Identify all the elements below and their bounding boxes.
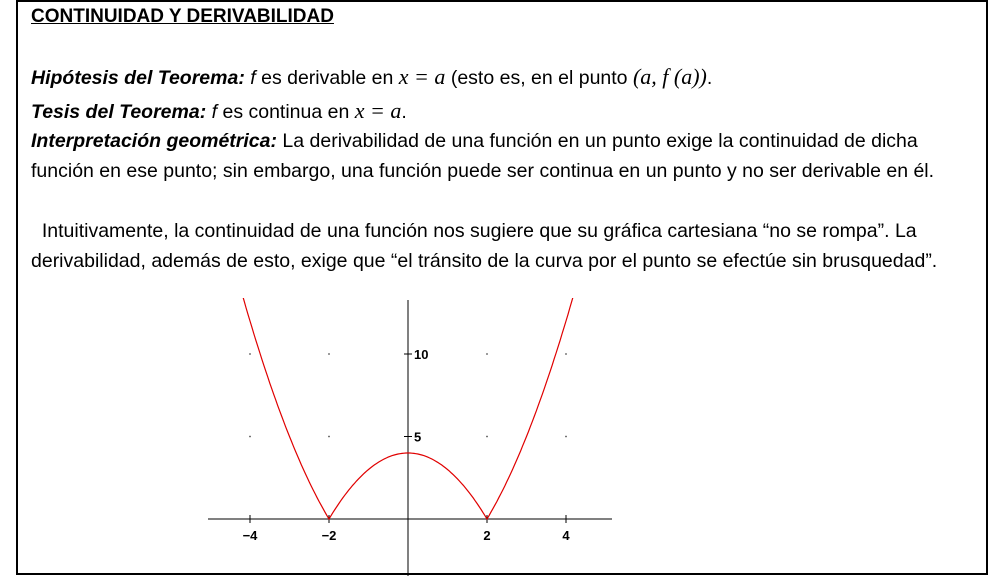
interpretation-text: La derivabilidad de una función en un punto exige la continuidad de dicha función en ese punto; sin embargo, una función puede ser continua en un punto y no ser derivable en él. (31, 130, 935, 182)
thesis-end: . (401, 101, 407, 123)
function-symbol: f (211, 101, 218, 123)
grid-dot (565, 353, 567, 355)
function-symbol: f (250, 67, 256, 89)
x-tick-label: 2 (483, 528, 491, 543)
interpretation-label: Interpretación geométrica: (31, 130, 277, 152)
hypothesis-text: es derivable en (255, 67, 399, 89)
interpretation-paragraph (31, 126, 976, 186)
page-title: CONTINUIDAD Y DERIVABILIDAD (31, 6, 334, 27)
x-tick-label: −4 (242, 528, 258, 543)
hypothesis-label: Hipótesis del Teorema: (31, 67, 245, 89)
hypothesis-condition: x = a (398, 64, 446, 89)
grid-dot (486, 353, 488, 355)
thesis-line (31, 96, 976, 127)
grid-dot (486, 436, 488, 438)
thesis-condition: x = a (354, 98, 402, 123)
x-tick-label: −2 (321, 528, 337, 543)
intuition-paragraph: Intuitivamente, la continuidad de una función nos sugiere que su gráfica cartesiana “no se rompa”. La derivabilidad, además de esto, exige que “el tránsito de la curva por el punto se efectúe sin brusquedad”. (31, 220, 938, 272)
grid-dot (328, 436, 330, 438)
grid-dot (565, 436, 567, 438)
hypothesis-end: . (706, 67, 713, 89)
function-graph (200, 298, 620, 578)
x-tick-label: 4 (562, 528, 570, 543)
hypothesis-point: (a, f (a)) (632, 64, 707, 89)
y-tick-label: 5 (414, 429, 422, 445)
y-tick-label: 10 (414, 347, 429, 362)
grid-dot (249, 436, 251, 438)
hypothesis-line (31, 62, 976, 93)
hypothesis-text-2: (esto es, en el punto (445, 67, 633, 89)
grid-dot (328, 353, 330, 355)
thesis-text: es continua en (217, 101, 355, 123)
grid-dot (249, 353, 251, 355)
thesis-label: Tesis del Teorema: (31, 101, 207, 123)
